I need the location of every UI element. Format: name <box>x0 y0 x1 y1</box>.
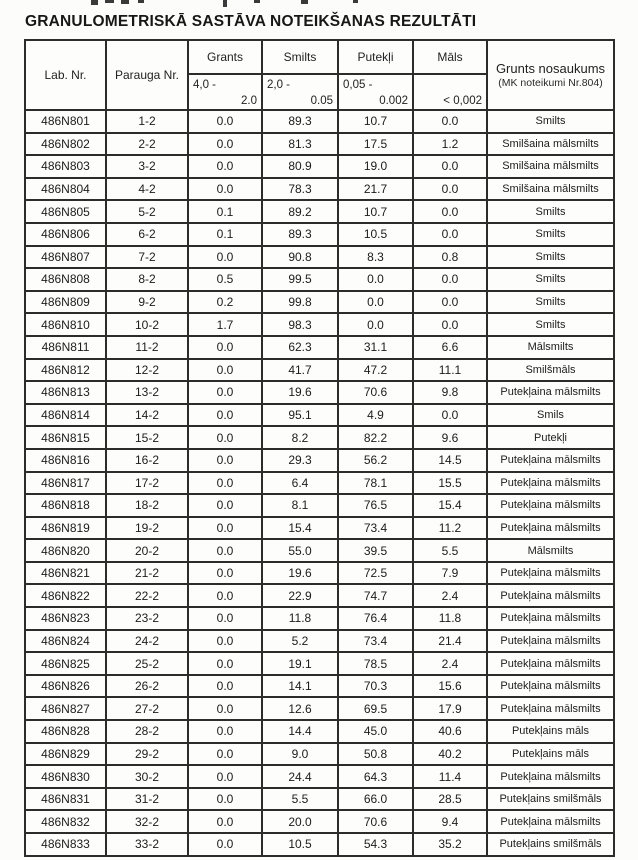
table-row <box>25 494 614 517</box>
table-row <box>25 584 614 607</box>
grunts-nosaukums-cell: Putekļi <box>487 426 614 449</box>
lab-nr-cell: 486N827 <box>25 697 106 720</box>
lab-nr-cell: 486N815 <box>25 426 106 449</box>
smilts-value-cell: 89.3 <box>262 223 338 246</box>
parauga-nr-cell: 18-2 <box>106 494 188 517</box>
parauga-nr-cell: 33-2 <box>106 833 188 856</box>
grants-value-cell: 0.0 <box>188 472 262 495</box>
smilts-value-cell: 98.3 <box>262 313 338 336</box>
puteklji-value-cell: 50.8 <box>338 743 413 766</box>
header-smilts: Smilts <box>262 40 338 74</box>
table-row <box>25 788 614 811</box>
parauga-nr-cell: 16-2 <box>106 449 188 472</box>
parauga-nr-cell: 30-2 <box>106 765 188 788</box>
lab-nr-cell: 486N833 <box>25 833 106 856</box>
smilts-value-cell: 8.1 <box>262 494 338 517</box>
parauga-nr-cell: 14-2 <box>106 404 188 427</box>
puteklji-value-cell: 10.7 <box>338 200 413 223</box>
smilts-value-cell: 19.1 <box>262 652 338 675</box>
smilts-value-cell: 55.0 <box>262 539 338 562</box>
grants-value-cell: 0.0 <box>188 720 262 743</box>
grunts-nosaukums-cell: Putekļaina mālsmilts <box>487 810 614 833</box>
parauga-nr-cell: 6-2 <box>106 223 188 246</box>
header-grunts-nosaukums <box>487 40 614 110</box>
puteklji-value-cell: 17.5 <box>338 133 413 156</box>
lab-nr-cell: 486N805 <box>25 200 106 223</box>
smilts-value-cell: 5.2 <box>262 630 338 653</box>
lab-nr-cell: 486N812 <box>25 359 106 382</box>
header-mals: Māls <box>413 40 487 74</box>
table-row <box>25 539 614 562</box>
grunts-nosaukums-cell: Smilts <box>487 268 614 291</box>
lab-nr-cell: 486N807 <box>25 246 106 269</box>
puteklji-value-cell: 0.0 <box>338 268 413 291</box>
parauga-nr-cell: 17-2 <box>106 472 188 495</box>
puteklji-value-cell: 47.2 <box>338 359 413 382</box>
table-body <box>25 110 614 856</box>
grunts-nosaukums-cell: Putekļaina mālsmilts <box>487 630 614 653</box>
smilts-value-cell: 6.4 <box>262 472 338 495</box>
mals-value-cell: 6.6 <box>413 336 487 359</box>
table-row <box>25 381 614 404</box>
grunts-nosaukums-cell: Putekļaina mālsmilts <box>487 517 614 540</box>
header-smilts-range: 2,0 - 0.05 <box>262 74 338 110</box>
puteklji-value-cell: 0.0 <box>338 291 413 314</box>
header-puteklji: Putekļi <box>338 40 413 74</box>
lab-nr-cell: 486N824 <box>25 630 106 653</box>
table-row <box>25 697 614 720</box>
table-row <box>25 720 614 743</box>
smilts-value-cell: 90.8 <box>262 246 338 269</box>
table-row <box>25 246 614 269</box>
mals-value-cell: 15.5 <box>413 472 487 495</box>
parauga-nr-cell: 22-2 <box>106 584 188 607</box>
puteklji-value-cell: 70.6 <box>338 810 413 833</box>
lab-nr-cell: 486N817 <box>25 472 106 495</box>
table-row <box>25 652 614 675</box>
grants-value-cell: 0.0 <box>188 517 262 540</box>
grants-value-cell: 0.0 <box>188 336 262 359</box>
mals-value-cell: 7.9 <box>413 562 487 585</box>
smilts-value-cell: 11.8 <box>262 607 338 630</box>
table-row <box>25 133 614 156</box>
mals-value-cell: 9.4 <box>413 810 487 833</box>
table-row <box>25 607 614 630</box>
mals-value-cell: 0.0 <box>413 313 487 336</box>
lab-nr-cell: 486N831 <box>25 788 106 811</box>
grunts-nosaukums-cell: Putekļains smilšmāls <box>487 788 614 811</box>
grants-value-cell: 0.0 <box>188 133 262 156</box>
smilts-value-cell: 10.5 <box>262 833 338 856</box>
table-row <box>25 517 614 540</box>
mals-value-cell: 0.0 <box>413 155 487 178</box>
grunts-nosaukums-cell: Smilts <box>487 246 614 269</box>
grants-value-cell: 0.2 <box>188 291 262 314</box>
grants-value-cell: 0.0 <box>188 743 262 766</box>
puteklji-value-cell: 70.6 <box>338 381 413 404</box>
grunts-nosaukums-cell: Putekļains māls <box>487 720 614 743</box>
parauga-nr-cell: 15-2 <box>106 426 188 449</box>
smilts-value-cell: 22.9 <box>262 584 338 607</box>
mals-value-cell: 40.2 <box>413 743 487 766</box>
lab-nr-cell: 486N816 <box>25 449 106 472</box>
mals-value-cell: 2.4 <box>413 584 487 607</box>
smilts-value-cell: 9.0 <box>262 743 338 766</box>
parauga-nr-cell: 3-2 <box>106 155 188 178</box>
table-row <box>25 223 614 246</box>
table-row <box>25 675 614 698</box>
table-row <box>25 313 614 336</box>
parauga-nr-cell: 24-2 <box>106 630 188 653</box>
lab-nr-cell: 486N809 <box>25 291 106 314</box>
smilts-value-cell: 81.3 <box>262 133 338 156</box>
smilts-value-cell: 95.1 <box>262 404 338 427</box>
puteklji-value-cell: 21.7 <box>338 178 413 201</box>
grants-value-cell: 0.0 <box>188 110 262 133</box>
table-row <box>25 743 614 766</box>
smilts-value-cell: 19.6 <box>262 381 338 404</box>
parauga-nr-cell: 11-2 <box>106 336 188 359</box>
parauga-nr-cell: 29-2 <box>106 743 188 766</box>
puteklji-value-cell: 10.5 <box>338 223 413 246</box>
smilts-value-cell: 12.6 <box>262 697 338 720</box>
grants-value-cell: 0.0 <box>188 788 262 811</box>
parauga-nr-cell: 7-2 <box>106 246 188 269</box>
grunts-nosaukums-cell: Mālsmilts <box>487 336 614 359</box>
lab-nr-cell: 486N803 <box>25 155 106 178</box>
puteklji-value-cell: 4.9 <box>338 404 413 427</box>
granulometry-results-table <box>24 39 615 857</box>
mals-value-cell: 11.1 <box>413 359 487 382</box>
grants-value-cell: 0.0 <box>188 810 262 833</box>
table-row <box>25 268 614 291</box>
smilts-value-cell: 14.4 <box>262 720 338 743</box>
mals-value-cell: 21.4 <box>413 630 487 653</box>
puteklji-value-cell: 31.1 <box>338 336 413 359</box>
grants-value-cell: 0.0 <box>188 494 262 517</box>
grunts-nosaukums-cell: Putekļaina mālsmilts <box>487 607 614 630</box>
puteklji-value-cell: 74.7 <box>338 584 413 607</box>
smilts-value-cell: 15.4 <box>262 517 338 540</box>
grunts-nosaukums-cell: Smilšaina mālsmilts <box>487 155 614 178</box>
parauga-nr-cell: 27-2 <box>106 697 188 720</box>
grants-value-cell: 0.0 <box>188 584 262 607</box>
mals-value-cell: 11.4 <box>413 765 487 788</box>
parauga-nr-cell: 13-2 <box>106 381 188 404</box>
lab-nr-cell: 486N808 <box>25 268 106 291</box>
table-row <box>25 472 614 495</box>
grunts-nosaukums-cell: Smilts <box>487 110 614 133</box>
cut-off-text-fragment <box>0 0 638 8</box>
puteklji-value-cell: 76.4 <box>338 607 413 630</box>
lab-nr-cell: 486N829 <box>25 743 106 766</box>
puteklji-value-cell: 82.2 <box>338 426 413 449</box>
lab-nr-cell: 486N818 <box>25 494 106 517</box>
table-header <box>25 40 614 110</box>
table-row <box>25 110 614 133</box>
mals-value-cell: 11.8 <box>413 607 487 630</box>
grunts-nosaukums-cell: Mālsmilts <box>487 539 614 562</box>
lab-nr-cell: 486N826 <box>25 675 106 698</box>
grants-value-cell: 0.0 <box>188 178 262 201</box>
parauga-nr-cell: 31-2 <box>106 788 188 811</box>
header-grunts-nosaukums-subtitle: (MK noteikumi Nr.804) <box>498 76 603 89</box>
table-row <box>25 833 614 856</box>
grants-value-cell: 0.0 <box>188 675 262 698</box>
parauga-nr-cell: 8-2 <box>106 268 188 291</box>
mals-value-cell: 11.2 <box>413 517 487 540</box>
grunts-nosaukums-cell: Putekļaina mālsmilts <box>487 381 614 404</box>
table-row <box>25 336 614 359</box>
puteklji-value-cell: 66.0 <box>338 788 413 811</box>
grunts-nosaukums-cell: Putekļaina mālsmilts <box>487 584 614 607</box>
lab-nr-cell: 486N810 <box>25 313 106 336</box>
grunts-nosaukums-cell: Smilts <box>487 313 614 336</box>
grunts-nosaukums-cell: Putekļaina mālsmilts <box>487 697 614 720</box>
lab-nr-cell: 486N813 <box>25 381 106 404</box>
mals-value-cell: 40.6 <box>413 720 487 743</box>
puteklji-value-cell: 39.5 <box>338 539 413 562</box>
lab-nr-cell: 486N801 <box>25 110 106 133</box>
grunts-nosaukums-cell: Putekļaina mālsmilts <box>487 562 614 585</box>
parauga-nr-cell: 9-2 <box>106 291 188 314</box>
table-row <box>25 155 614 178</box>
lab-nr-cell: 486N823 <box>25 607 106 630</box>
parauga-nr-cell: 21-2 <box>106 562 188 585</box>
lab-nr-cell: 486N820 <box>25 539 106 562</box>
table-row <box>25 291 614 314</box>
lab-nr-cell: 486N806 <box>25 223 106 246</box>
table-row <box>25 765 614 788</box>
grants-value-cell: 0.0 <box>188 630 262 653</box>
puteklji-value-cell: 76.5 <box>338 494 413 517</box>
mals-value-cell: 0.0 <box>413 268 487 291</box>
grunts-nosaukums-cell: Putekļains smilšmāls <box>487 833 614 856</box>
header-parauga-nr: Parauga Nr. <box>106 40 188 110</box>
grants-value-cell: 0.5 <box>188 268 262 291</box>
smilts-value-cell: 41.7 <box>262 359 338 382</box>
smilts-value-cell: 24.4 <box>262 765 338 788</box>
header-puteklji-range: 0,05 - 0.002 <box>338 74 413 110</box>
table-row <box>25 359 614 382</box>
grunts-nosaukums-cell: Smilšaina mālsmilts <box>487 178 614 201</box>
mals-value-cell: 2.4 <box>413 652 487 675</box>
table-row <box>25 562 614 585</box>
puteklji-value-cell: 70.3 <box>338 675 413 698</box>
lab-nr-cell: 486N830 <box>25 765 106 788</box>
puteklji-value-cell: 10.7 <box>338 110 413 133</box>
grants-value-cell: 0.0 <box>188 381 262 404</box>
grants-value-cell: 0.0 <box>188 697 262 720</box>
smilts-value-cell: 99.8 <box>262 291 338 314</box>
header-mals-range: < 0,002 <box>413 74 487 110</box>
puteklji-value-cell: 73.4 <box>338 630 413 653</box>
puteklji-value-cell: 8.3 <box>338 246 413 269</box>
puteklji-value-cell: 64.3 <box>338 765 413 788</box>
header-grants: Grants <box>188 40 262 74</box>
lab-nr-cell: 486N832 <box>25 810 106 833</box>
smilts-value-cell: 80.9 <box>262 155 338 178</box>
grants-value-cell: 0.0 <box>188 765 262 788</box>
puteklji-value-cell: 0.0 <box>338 313 413 336</box>
grunts-nosaukums-cell: Putekļaina mālsmilts <box>487 765 614 788</box>
grants-value-cell: 0.0 <box>188 426 262 449</box>
grunts-nosaukums-cell: Smilšmāls <box>487 359 614 382</box>
puteklji-value-cell: 69.5 <box>338 697 413 720</box>
puteklji-value-cell: 78.5 <box>338 652 413 675</box>
mals-value-cell: 17.9 <box>413 697 487 720</box>
grants-value-cell: 0.0 <box>188 539 262 562</box>
smilts-value-cell: 99.5 <box>262 268 338 291</box>
lab-nr-cell: 486N804 <box>25 178 106 201</box>
grunts-nosaukums-cell: Smils <box>487 404 614 427</box>
smilts-value-cell: 62.3 <box>262 336 338 359</box>
lab-nr-cell: 486N802 <box>25 133 106 156</box>
grunts-nosaukums-cell: Putekļaina mālsmilts <box>487 652 614 675</box>
lab-nr-cell: 486N822 <box>25 584 106 607</box>
header-grunts-nosaukums-title: Grunts nosaukums <box>495 60 606 76</box>
parauga-nr-cell: 2-2 <box>106 133 188 156</box>
header-lab-nr: Lab. Nr. <box>25 40 106 110</box>
puteklji-value-cell: 72.5 <box>338 562 413 585</box>
header-grants-range: 4,0 - 2.0 <box>188 74 262 110</box>
parauga-nr-cell: 19-2 <box>106 517 188 540</box>
parauga-nr-cell: 20-2 <box>106 539 188 562</box>
table-row <box>25 200 614 223</box>
grants-value-cell: 0.1 <box>188 223 262 246</box>
mals-value-cell: 0.0 <box>413 200 487 223</box>
parauga-nr-cell: 4-2 <box>106 178 188 201</box>
puteklji-value-cell: 56.2 <box>338 449 413 472</box>
table-row <box>25 178 614 201</box>
lab-nr-cell: 486N821 <box>25 562 106 585</box>
smilts-value-cell: 14.1 <box>262 675 338 698</box>
mals-value-cell: 15.6 <box>413 675 487 698</box>
grunts-nosaukums-cell: Smilts <box>487 223 614 246</box>
grunts-nosaukums-cell: Putekļains māls <box>487 743 614 766</box>
puteklji-value-cell: 45.0 <box>338 720 413 743</box>
lab-nr-cell: 486N811 <box>25 336 106 359</box>
grants-value-cell: 0.0 <box>188 562 262 585</box>
grants-value-cell: 0.0 <box>188 246 262 269</box>
grants-value-cell: 0.0 <box>188 607 262 630</box>
table-row <box>25 449 614 472</box>
mals-value-cell: 5.5 <box>413 539 487 562</box>
grunts-nosaukums-cell: Putekļaina mālsmilts <box>487 494 614 517</box>
grants-value-cell: 1.7 <box>188 313 262 336</box>
mals-value-cell: 1.2 <box>413 133 487 156</box>
smilts-value-cell: 20.0 <box>262 810 338 833</box>
smilts-value-cell: 19.6 <box>262 562 338 585</box>
grunts-nosaukums-cell: Smilts <box>487 291 614 314</box>
parauga-nr-cell: 5-2 <box>106 200 188 223</box>
lab-nr-cell: 486N828 <box>25 720 106 743</box>
smilts-value-cell: 29.3 <box>262 449 338 472</box>
smilts-value-cell: 89.3 <box>262 110 338 133</box>
puteklji-value-cell: 54.3 <box>338 833 413 856</box>
mals-value-cell: 0.0 <box>413 110 487 133</box>
page-title: GRANULOMETRISKĀ SASTĀVA NOTEIKŠANAS REZULTĀTI <box>25 13 477 30</box>
mals-value-cell: 0.8 <box>413 246 487 269</box>
mals-value-cell: 28.5 <box>413 788 487 811</box>
mals-value-cell: 0.0 <box>413 223 487 246</box>
table-row <box>25 810 614 833</box>
table-row <box>25 404 614 427</box>
parauga-nr-cell: 1-2 <box>106 110 188 133</box>
lab-nr-cell: 486N814 <box>25 404 106 427</box>
mals-value-cell: 15.4 <box>413 494 487 517</box>
lab-nr-cell: 486N819 <box>25 517 106 540</box>
grunts-nosaukums-cell: Putekļaina mālsmilts <box>487 449 614 472</box>
grunts-nosaukums-cell: Putekļaina mālsmilts <box>487 472 614 495</box>
smilts-value-cell: 5.5 <box>262 788 338 811</box>
grants-value-cell: 0.0 <box>188 652 262 675</box>
parauga-nr-cell: 26-2 <box>106 675 188 698</box>
smilts-value-cell: 8.2 <box>262 426 338 449</box>
mals-value-cell: 0.0 <box>413 178 487 201</box>
puteklji-value-cell: 73.4 <box>338 517 413 540</box>
mals-value-cell: 0.0 <box>413 404 487 427</box>
grants-value-cell: 0.0 <box>188 155 262 178</box>
grants-value-cell: 0.0 <box>188 359 262 382</box>
mals-value-cell: 9.8 <box>413 381 487 404</box>
mals-value-cell: 35.2 <box>413 833 487 856</box>
smilts-value-cell: 78.3 <box>262 178 338 201</box>
parauga-nr-cell: 25-2 <box>106 652 188 675</box>
smilts-value-cell: 89.2 <box>262 200 338 223</box>
table-row <box>25 630 614 653</box>
puteklji-value-cell: 78.1 <box>338 472 413 495</box>
parauga-nr-cell: 10-2 <box>106 313 188 336</box>
table-row <box>25 426 614 449</box>
grunts-nosaukums-cell: Putekļaina mālsmilts <box>487 675 614 698</box>
parauga-nr-cell: 12-2 <box>106 359 188 382</box>
mals-value-cell: 14.5 <box>413 449 487 472</box>
grants-value-cell: 0.0 <box>188 833 262 856</box>
parauga-nr-cell: 28-2 <box>106 720 188 743</box>
mals-value-cell: 9.6 <box>413 426 487 449</box>
puteklji-value-cell: 19.0 <box>338 155 413 178</box>
grants-value-cell: 0.0 <box>188 449 262 472</box>
parauga-nr-cell: 32-2 <box>106 810 188 833</box>
grants-value-cell: 0.1 <box>188 200 262 223</box>
mals-value-cell: 0.0 <box>413 291 487 314</box>
parauga-nr-cell: 23-2 <box>106 607 188 630</box>
grunts-nosaukums-cell: Smilts <box>487 200 614 223</box>
grunts-nosaukums-cell: Smilšaina mālsmilts <box>487 133 614 156</box>
grants-value-cell: 0.0 <box>188 404 262 427</box>
lab-nr-cell: 486N825 <box>25 652 106 675</box>
